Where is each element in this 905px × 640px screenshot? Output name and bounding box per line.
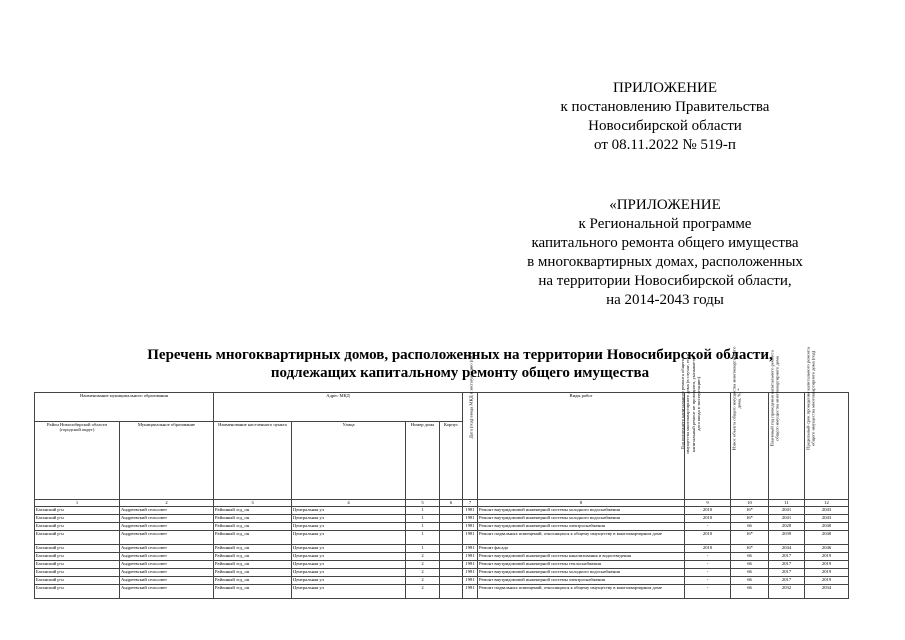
cell-settlement: Районный зсд_он	[214, 577, 292, 585]
cell-district: Баганский р-н	[35, 531, 120, 545]
cell-deadline-year: 2040	[805, 531, 849, 545]
cell-street: Центральная ул	[292, 545, 406, 553]
cell-municipal-entity: Андреевский сельсовет	[120, 523, 214, 531]
table-row	[35, 531, 849, 545]
cell-street: Центральная ул	[292, 561, 406, 569]
cell-street: Центральная ул	[292, 553, 406, 561]
cell-house: 1	[406, 515, 440, 523]
cell-street: Центральная ул	[292, 585, 406, 599]
cell-last-repair: 2010	[685, 507, 731, 515]
program-appendix-line: капитального ремонта общего имущества	[531, 235, 799, 251]
cell-work-type: Ремонт внутридомовой инженерной системы канализования и водоотведения	[478, 553, 685, 561]
last-repair-year-header: Год последнего капитального ремонта общего имущества многоквартирного дома (в случае, если капитальный ремонт не проводился, указывается дата ввода в эксплуатацию)	[685, 393, 731, 500]
cell-deadline-year: 2019	[805, 569, 849, 577]
appendix-line: от 08.11.2022 № 519-п	[594, 137, 736, 153]
program-appendix-line: в многоквартирных домах, расположенных	[527, 254, 803, 270]
cell-settlement: Районный зсд_он	[214, 545, 292, 553]
wear-header: Износ объекта общего имущества многоквартирного дома, %, *	[731, 393, 769, 500]
cell-building	[440, 545, 463, 553]
column-numbers-row	[35, 500, 849, 507]
cell-year-built: 1981	[463, 545, 478, 553]
cell-planned-year: 2041	[769, 507, 805, 515]
district-header: Район Новосибирской области (городской округ)	[35, 422, 120, 500]
cell-settlement: Районный зсд_он	[214, 561, 292, 569]
column-number: 4	[292, 500, 406, 507]
cell-street: Центральная ул	[292, 507, 406, 515]
planned-year-header: Плановый год проведения капитального ремонта общего имущества многоквартирного дома	[769, 393, 805, 500]
cell-work-type: Ремонт внутридомовой инженерной системы холодного водоснабжения	[478, 515, 685, 523]
program-appendix-block	[500, 196, 830, 310]
table-row	[35, 545, 849, 553]
cell-district: Баганский р-н	[35, 561, 120, 569]
settlement-header: Наименование населенного пункта	[214, 422, 292, 500]
cell-planned-year: 2017	[769, 569, 805, 577]
appendix-line: Новосибирской области	[588, 118, 742, 134]
column-number: 9	[685, 500, 731, 507]
cell-settlement: Районный зсд_он	[214, 507, 292, 515]
cell-house: 1	[406, 523, 440, 531]
cell-planned-year: 2032	[769, 585, 805, 599]
cell-street: Центральная ул	[292, 515, 406, 523]
cell-building	[440, 507, 463, 515]
cell-building	[440, 585, 463, 599]
cell-wear: 66	[731, 523, 769, 531]
cell-wear: 66	[731, 561, 769, 569]
table-row	[35, 577, 849, 585]
column-number: 11	[769, 500, 805, 507]
cell-wear: 66	[731, 569, 769, 577]
cell-year-built: 1981	[463, 507, 478, 515]
cell-settlement: Районный зсд_он	[214, 531, 292, 545]
cell-wear: 16*	[731, 531, 769, 545]
column-number: 2	[120, 500, 214, 507]
cell-planned-year: 2017	[769, 577, 805, 585]
cell-deadline-year: 2040	[805, 523, 849, 531]
cell-planned-year: 2028	[769, 523, 805, 531]
column-number: 8	[478, 500, 685, 507]
cell-building	[440, 561, 463, 569]
cell-municipal-entity: Андреевский сельсовет	[120, 577, 214, 585]
cell-street: Центральная ул	[292, 531, 406, 545]
cell-wear: 16*	[731, 545, 769, 553]
house-number-header: Номер дома	[406, 422, 440, 500]
cell-settlement: Районный зсд_он	[214, 585, 292, 599]
cell-house: 1	[406, 531, 440, 545]
program-appendix-line: к Региональной программе	[578, 216, 752, 232]
cell-house: 2	[406, 553, 440, 561]
cell-district: Баганский р-н	[35, 569, 120, 577]
cell-deadline-year: 2019	[805, 561, 849, 569]
cell-year-built: 1981	[463, 523, 478, 531]
cell-settlement: Районный зсд_он	[214, 569, 292, 577]
cell-house: 2	[406, 585, 440, 599]
cell-building	[440, 523, 463, 531]
cell-wear: 66	[731, 577, 769, 585]
cell-deadline-year: 2046	[805, 545, 849, 553]
cell-work-type: Ремонт внутридомовой инженерной системы электроснабжения	[478, 523, 685, 531]
cell-municipal-entity: Андреевский сельсовет	[120, 515, 214, 523]
cell-deadline-year: 2043	[805, 507, 849, 515]
cell-building	[440, 531, 463, 545]
cell-building	[440, 553, 463, 561]
cell-wear: 16*	[731, 507, 769, 515]
cell-work-type: Ремонт внутридомовой инженерной системы холодного водоснабжения	[478, 569, 685, 577]
year-built-header: Дата (год) ввода МКД в эксплуатацию (г.п.)	[463, 393, 478, 500]
appendix-block	[540, 79, 790, 155]
cell-deadline-year: 2034	[805, 585, 849, 599]
cell-settlement: Районный зсд_он	[214, 523, 292, 531]
cell-house: 2	[406, 577, 440, 585]
cell-deadline-year: 2019	[805, 577, 849, 585]
table-row	[35, 507, 849, 515]
cell-work-type: Ремонт внутридомовой инженерной системы электроснабжения	[478, 577, 685, 585]
cell-district: Баганский р-н	[35, 577, 120, 585]
cell-last-repair: 2010	[685, 531, 731, 545]
cell-planned-year: 2017	[769, 553, 805, 561]
cell-municipal-entity: Андреевский сельсовет	[120, 585, 214, 599]
municipality-group-header: Наименование муниципального образования	[35, 393, 214, 422]
cell-street: Центральная ул	[292, 569, 406, 577]
cell-wear: 66	[731, 585, 769, 599]
cell-district: Баганский р-н	[35, 585, 120, 599]
building-header: Корпус	[440, 422, 463, 500]
column-number: 3	[214, 500, 292, 507]
cell-house: 2	[406, 561, 440, 569]
cell-settlement: Районный зсд_он	[214, 515, 292, 523]
table-row	[35, 585, 849, 599]
cell-last-repair: 2010	[685, 515, 731, 523]
cell-municipal-entity: Андреевский сельсовет	[120, 507, 214, 515]
cell-street: Центральная ул	[292, 577, 406, 585]
cell-last-repair: -	[685, 577, 731, 585]
table-row	[35, 515, 849, 523]
cell-house: 1	[406, 545, 440, 553]
cell-wear: 66	[731, 553, 769, 561]
cell-last-repair: -	[685, 569, 731, 577]
work-type-header: Виды работ	[478, 393, 685, 500]
title-line-2: подлежащих капитальному ремонту общего имущества	[270, 365, 650, 381]
cell-year-built: 1981	[463, 515, 478, 523]
cell-year-built: 1981	[463, 561, 478, 569]
deadline-year-header: Предельный срок проведения капитального ремонта общего имущества многоквартирного дома (год)	[805, 393, 849, 500]
cell-year-built: 1981	[463, 577, 478, 585]
cell-settlement: Районный зсд_он	[214, 553, 292, 561]
column-number: 7	[463, 500, 478, 507]
cell-municipal-entity: Андреевский сельсовет	[120, 569, 214, 577]
cell-district: Баганский р-н	[35, 553, 120, 561]
program-appendix-line: «ПРИЛОЖЕНИЕ	[609, 197, 721, 213]
column-number: 5	[406, 500, 440, 507]
cell-house: 1	[406, 507, 440, 515]
cell-last-repair: -	[685, 585, 731, 599]
cell-building	[440, 515, 463, 523]
cell-last-repair: -	[685, 523, 731, 531]
cell-planned-year: 2044	[769, 545, 805, 553]
table-row	[35, 553, 849, 561]
cell-work-type: Ремонт внутридомовой инженерной системы холодного водоснабжения	[478, 507, 685, 515]
cell-street: Центральная ул	[292, 523, 406, 531]
street-header: Улица	[292, 422, 406, 500]
table-row	[35, 561, 849, 569]
cell-year-built: 1981	[463, 585, 478, 599]
cell-last-repair: -	[685, 561, 731, 569]
cell-district: Баганский р-н	[35, 507, 120, 515]
cell-municipal-entity: Андреевский сельсовет	[120, 545, 214, 553]
cell-planned-year: 2041	[769, 515, 805, 523]
cell-district: Баганский р-н	[35, 515, 120, 523]
cell-planned-year: 2017	[769, 561, 805, 569]
address-group-header: Адрес МКД	[214, 393, 463, 422]
cell-municipal-entity: Андреевский сельсовет	[120, 531, 214, 545]
column-number: 6	[440, 500, 463, 507]
cell-building	[440, 577, 463, 585]
program-appendix-line: на территории Новосибирской области,	[538, 273, 792, 289]
cell-year-built: 1981	[463, 569, 478, 577]
cell-work-type: Ремонт фасада	[478, 545, 685, 553]
cell-municipal-entity: Андреевский сельсовет	[120, 561, 214, 569]
program-appendix-line: на 2014-2043 годы	[606, 292, 724, 308]
cell-deadline-year: 2019	[805, 553, 849, 561]
cell-work-type: Ремонт подвальных помещений, относящихся к общему имуществу в многоквартирном доме	[478, 531, 685, 545]
cell-municipal-entity: Андреевский сельсовет	[120, 553, 214, 561]
cell-building	[440, 569, 463, 577]
column-number: 12	[805, 500, 849, 507]
cell-district: Баганский р-н	[35, 545, 120, 553]
cell-wear: 16*	[731, 515, 769, 523]
table-row	[35, 523, 849, 531]
cell-deadline-year: 2043	[805, 515, 849, 523]
cell-year-built: 1981	[463, 531, 478, 545]
cell-year-built: 1981	[463, 553, 478, 561]
column-number: 10	[731, 500, 769, 507]
cell-work-type: Ремонт подвальных помещений, относящихся к общему имуществу в многоквартирном доме	[478, 585, 685, 599]
cell-work-type: Ремонт внутридомовой инженерной системы теплоснабжения	[478, 561, 685, 569]
cell-last-repair: 2010	[685, 545, 731, 553]
cell-district: Баганский р-н	[35, 523, 120, 531]
table-row	[35, 569, 849, 577]
column-number: 1	[35, 500, 120, 507]
appendix-line: ПРИЛОЖЕНИЕ	[612, 80, 718, 96]
title-line-1: Перечень многоквартирных домов, расположенных на территории Новосибирской области,	[147, 347, 773, 363]
cell-last-repair: -	[685, 553, 731, 561]
municipal-entity-header: Муниципальное образование	[120, 422, 214, 500]
appendix-line: к постановлению Правительства	[560, 99, 770, 115]
cell-planned-year: 2039	[769, 531, 805, 545]
cell-house: 2	[406, 569, 440, 577]
